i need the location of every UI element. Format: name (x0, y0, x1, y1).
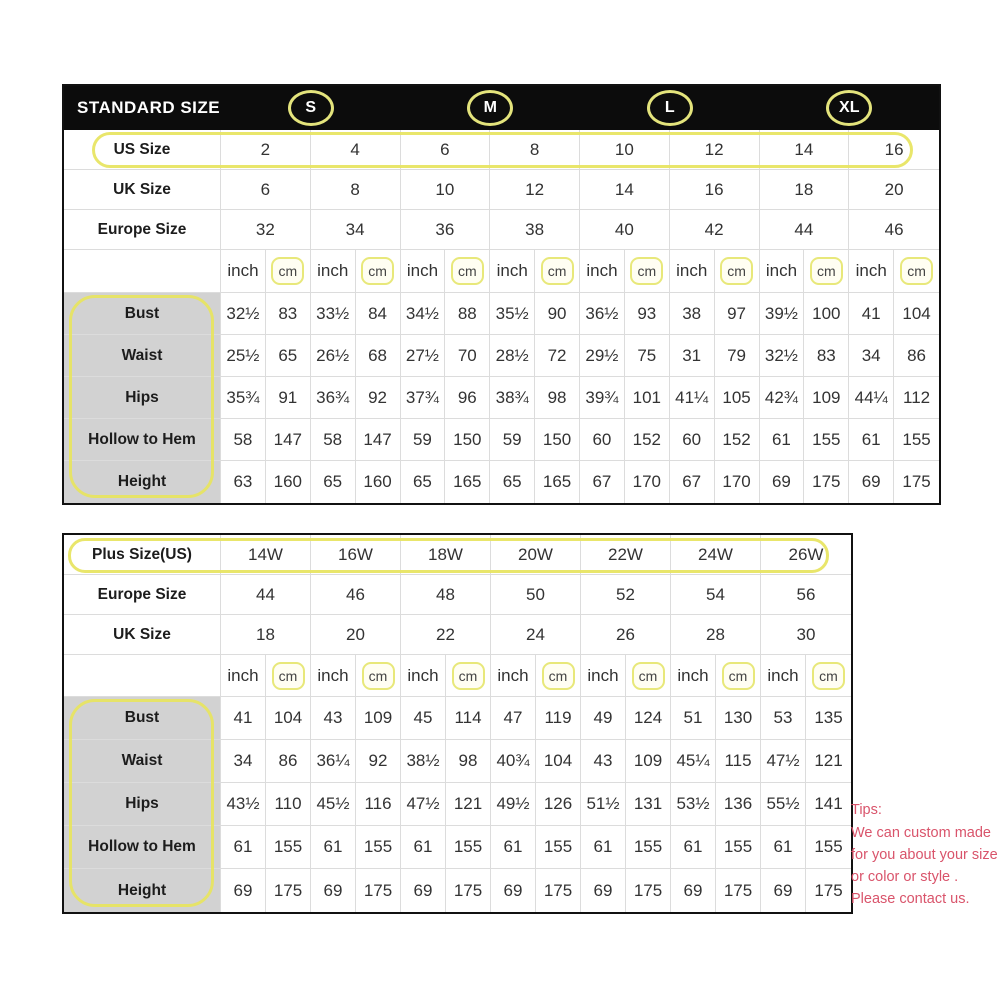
measure-cell: 104 (266, 697, 311, 740)
measure-cell: 61 (491, 826, 536, 869)
cm-unit-cell (894, 250, 939, 293)
cm-highlight-badge: cm (720, 257, 753, 285)
cm-unit-cell (266, 655, 311, 697)
size-cell: 44 (221, 575, 311, 615)
measure-cell: 34 (849, 335, 894, 377)
inch-unit-label: inch (581, 655, 626, 697)
size-cell: 22 (401, 615, 491, 655)
measure-cell: 43 (581, 740, 626, 783)
cm-unit-cell (356, 655, 401, 697)
measure-cell: 69 (581, 869, 626, 912)
measure-cell: 45¼ (671, 740, 716, 783)
cm-highlight-badge: cm (362, 662, 395, 690)
measure-cell: 84 (356, 293, 401, 335)
plus-size-table (62, 533, 853, 914)
cm-highlight-badge: cm (812, 662, 845, 690)
size-cell: 30 (761, 615, 851, 655)
cm-highlight-badge: cm (900, 257, 933, 285)
row-label: Waist (64, 740, 221, 783)
measure-cell: 28½ (490, 335, 535, 377)
size-cell: 20 (311, 615, 401, 655)
measure-cell: 119 (536, 697, 581, 740)
measure-cell: 98 (446, 740, 491, 783)
size-cell: 50 (491, 575, 581, 615)
measure-cell: 150 (445, 419, 490, 461)
size-cell: 10 (401, 170, 491, 210)
tips-line: We can custom made (851, 825, 991, 841)
size-cell: 24W (671, 535, 761, 575)
measure-cell: 93 (625, 293, 670, 335)
cm-highlight-badge: cm (542, 662, 575, 690)
size-cell: 32 (221, 210, 311, 250)
cm-highlight-badge: cm (271, 257, 304, 285)
row-label: Hips (64, 377, 221, 419)
size-cell: 16W (311, 535, 401, 575)
inch-unit-label: inch (401, 250, 446, 293)
size-cell: 16 (849, 130, 939, 170)
measure-cell: 109 (626, 740, 671, 783)
table-row (64, 869, 851, 912)
measure-cell: 61 (311, 826, 356, 869)
inch-unit-label: inch (221, 250, 266, 293)
measure-cell: 58 (221, 419, 266, 461)
measure-cell: 27½ (401, 335, 446, 377)
table-row (64, 740, 851, 783)
cm-unit-cell (806, 655, 851, 697)
measure-cell: 45½ (311, 783, 356, 826)
size-cell: 18 (221, 615, 311, 655)
measure-cell: 43 (311, 697, 356, 740)
measure-cell: 88 (445, 293, 490, 335)
measure-cell: 72 (535, 335, 580, 377)
measure-cell: 49½ (491, 783, 536, 826)
measure-cell: 67 (580, 461, 625, 503)
measure-cell: 69 (401, 869, 446, 912)
inch-unit-label: inch (311, 250, 356, 293)
measure-cell: 70 (445, 335, 490, 377)
tips-line: Please contact us. (851, 891, 970, 907)
inch-unit-label: inch (670, 250, 715, 293)
measure-cell: 175 (804, 461, 849, 503)
measure-cell: 155 (356, 826, 401, 869)
measure-cell: 65 (311, 461, 356, 503)
measure-cell: 69 (671, 869, 716, 912)
measure-cell: 39½ (760, 293, 805, 335)
row-label: UK Size (64, 170, 221, 210)
measure-cell: 49 (581, 697, 626, 740)
measure-cell: 98 (535, 377, 580, 419)
measure-cell: 79 (715, 335, 760, 377)
size-cell: 52 (581, 575, 671, 615)
size-cell: 36 (401, 210, 491, 250)
row-label: US Size (64, 130, 221, 170)
row-label: Hollow to Hem (64, 826, 221, 869)
measure-cell: 109 (804, 377, 849, 419)
measure-cell: 32½ (221, 293, 266, 335)
measure-cell: 104 (536, 740, 581, 783)
measure-cell: 131 (626, 783, 671, 826)
size-group-xl (760, 90, 940, 126)
measure-cell: 155 (804, 419, 849, 461)
measure-cell: 69 (849, 461, 894, 503)
table-row (64, 615, 851, 655)
measure-cell: 86 (894, 335, 939, 377)
unit-row-label (64, 655, 221, 697)
cm-unit-cell (536, 655, 581, 697)
size-badge-m: M (467, 90, 513, 126)
cm-unit-cell (715, 250, 760, 293)
measure-cell: 47½ (761, 740, 806, 783)
measure-cell: 43½ (221, 783, 266, 826)
inch-unit-label: inch (311, 655, 356, 697)
table-row (64, 575, 851, 615)
table-row (64, 170, 939, 210)
measure-cell: 31 (670, 335, 715, 377)
inch-unit-label: inch (491, 655, 536, 697)
standard-size-title: STANDARD SIZE (77, 98, 221, 117)
measure-cell: 45 (401, 697, 446, 740)
measure-cell: 61 (221, 826, 266, 869)
measure-cell: 170 (625, 461, 670, 503)
measure-cell: 60 (670, 419, 715, 461)
measure-cell: 26½ (311, 335, 356, 377)
size-group-l (580, 90, 760, 126)
size-cell: 8 (490, 130, 580, 170)
table-row (64, 293, 939, 335)
measure-cell: 41¼ (670, 377, 715, 419)
size-cell: 10 (580, 130, 670, 170)
size-cell: 38 (490, 210, 580, 250)
cm-unit-cell (716, 655, 761, 697)
size-cell: 28 (671, 615, 761, 655)
measure-cell: 37¾ (401, 377, 446, 419)
measure-cell: 61 (761, 826, 806, 869)
measure-cell: 38½ (401, 740, 446, 783)
size-badge-s: S (288, 90, 334, 126)
measure-cell: 51½ (581, 783, 626, 826)
measure-cell: 36½ (580, 293, 625, 335)
cm-unit-cell (625, 250, 670, 293)
size-cell: 24 (491, 615, 581, 655)
table-row (64, 210, 939, 250)
measure-cell: 160 (266, 461, 311, 503)
standard-size-header (64, 86, 939, 130)
cm-unit-cell (804, 250, 849, 293)
measure-cell: 58 (311, 419, 356, 461)
measure-cell: 59 (490, 419, 535, 461)
measure-cell: 165 (535, 461, 580, 503)
cm-highlight-badge: cm (632, 662, 665, 690)
table-row (64, 377, 939, 419)
size-cell: 26 (581, 615, 671, 655)
table-row (64, 461, 939, 503)
row-label: Bust (64, 293, 221, 335)
measure-cell: 104 (894, 293, 939, 335)
measure-cell: 126 (536, 783, 581, 826)
measure-cell: 155 (266, 826, 311, 869)
cm-unit-cell (626, 655, 671, 697)
measure-cell: 136 (716, 783, 761, 826)
cm-highlight-badge: cm (451, 257, 484, 285)
tips-line: or color or style . (851, 869, 959, 885)
size-cell: 22W (581, 535, 671, 575)
measure-cell: 175 (814, 880, 843, 900)
measure-cell: 175 (446, 869, 491, 912)
measure-cell: 39¾ (580, 377, 625, 419)
measure-cell: 42¾ (760, 377, 805, 419)
measure-cell: 65 (490, 461, 535, 503)
measure-cell: 147 (266, 419, 311, 461)
cm-highlight-badge: cm (272, 662, 305, 690)
measure-cell: 69 (221, 869, 266, 912)
row-label: Europe Size (64, 575, 221, 615)
measure-cell: 121 (806, 740, 851, 783)
cm-highlight-badge: cm (810, 257, 843, 285)
measure-cell: 61 (849, 419, 894, 461)
size-cell: 18W (401, 535, 491, 575)
cm-unit-cell (535, 250, 580, 293)
measure-cell: 69 (761, 869, 806, 912)
measure-cell: 175 (536, 869, 581, 912)
row-label: UK Size (64, 615, 221, 655)
measure-cell: 41 (849, 293, 894, 335)
measure-cell: 105 (715, 377, 760, 419)
inch-unit-label: inch (580, 250, 625, 293)
measure-cell: 68 (356, 335, 401, 377)
measure-cell: 67 (670, 461, 715, 503)
measure-cell: 63 (221, 461, 266, 503)
inch-unit-label: inch (760, 250, 805, 293)
measure-cell: 175 (356, 869, 401, 912)
measure-cell: 91 (266, 377, 311, 419)
row-label: Bust (64, 697, 221, 740)
measure-cell: 61 (401, 826, 446, 869)
measure-cell: 38¾ (490, 377, 535, 419)
measure-cell: 60 (580, 419, 625, 461)
measure-cell: 29½ (580, 335, 625, 377)
measure-cell: 33½ (311, 293, 356, 335)
size-cell: 8 (311, 170, 401, 210)
table-row (64, 335, 939, 377)
inch-unit-label: inch (849, 250, 894, 293)
measure-cell: 36¼ (311, 740, 356, 783)
measure-cell: 55½ (761, 783, 806, 826)
measure-cell: 175 (716, 869, 761, 912)
measure-cell: 155 (626, 826, 671, 869)
measure-cell: 25½ (221, 335, 266, 377)
size-cell: 16 (670, 170, 760, 210)
measure-cell: 116 (356, 783, 401, 826)
measure-cell: 155 (536, 826, 581, 869)
cm-highlight-badge: cm (722, 662, 755, 690)
measure-cell: 83 (266, 293, 311, 335)
measure-cell: 112 (894, 377, 939, 419)
measure-cell: 96 (445, 377, 490, 419)
tips-note (851, 799, 1000, 910)
row-label: Hips (64, 783, 221, 826)
size-cell: 2 (221, 130, 311, 170)
size-cell: 18 (760, 170, 850, 210)
size-cell: 46 (311, 575, 401, 615)
measure-cell: 53 (761, 697, 806, 740)
cm-highlight-badge: cm (361, 257, 394, 285)
size-cell: 42 (670, 210, 760, 250)
row-label: Plus Size(US) (64, 535, 221, 575)
measure-cell: 61 (671, 826, 716, 869)
plus-size-rows (64, 535, 851, 912)
measure-cell: 100 (804, 293, 849, 335)
size-cell: 26W (761, 535, 851, 575)
measure-cell: 36¾ (311, 377, 356, 419)
measure-cell: 101 (625, 377, 670, 419)
row-label: Height (64, 461, 221, 503)
measure-cell: 65 (266, 335, 311, 377)
measure-cell: 47½ (401, 783, 446, 826)
cm-unit-cell (446, 655, 491, 697)
size-cell: 14W (221, 535, 311, 575)
tips-line: for you about your size (851, 847, 998, 863)
table-row (64, 783, 851, 826)
cm-highlight-badge: cm (452, 662, 485, 690)
measure-cell: 65 (401, 461, 446, 503)
measure-cell: 155 (894, 419, 939, 461)
size-cell: 40 (580, 210, 670, 250)
measure-cell: 165 (445, 461, 490, 503)
measure-cell: 152 (715, 419, 760, 461)
table-row (64, 655, 851, 697)
measure-cell: 92 (356, 740, 401, 783)
measure-cell: 35¾ (221, 377, 266, 419)
measure-cell: 53½ (671, 783, 716, 826)
measure-cell: 160 (356, 461, 401, 503)
measure-cell: 75 (625, 335, 670, 377)
measure-cell: 155 (446, 826, 491, 869)
inch-unit-label: inch (761, 655, 806, 697)
measure-cell: 34½ (401, 293, 446, 335)
measure-cell: 38 (670, 293, 715, 335)
inch-unit-label: inch (221, 655, 266, 697)
measure-cell: 51 (671, 697, 716, 740)
measure-cell: 109 (356, 697, 401, 740)
cm-unit-cell (356, 250, 401, 293)
row-label: Height (64, 869, 221, 912)
measure-cell: 155 (716, 826, 761, 869)
row-label: Hollow to Hem (64, 419, 221, 461)
size-cell: 12 (490, 170, 580, 210)
measure-cell: 92 (356, 377, 401, 419)
measure-cell: 114 (446, 697, 491, 740)
measure-cell: 152 (625, 419, 670, 461)
size-cell: 44 (760, 210, 850, 250)
measure-cell: 41 (221, 697, 266, 740)
measure-cell: 61 (760, 419, 805, 461)
table-row (64, 250, 939, 293)
size-cell: 6 (221, 170, 311, 210)
measure-cell: 47 (491, 697, 536, 740)
inch-unit-label: inch (401, 655, 446, 697)
measure-cell: 83 (804, 335, 849, 377)
size-cell: 48 (401, 575, 491, 615)
table-row (64, 130, 939, 170)
size-cell: 20 (849, 170, 939, 210)
table-row (64, 697, 851, 740)
measure-cell: 61 (581, 826, 626, 869)
measure-cell: 124 (626, 697, 671, 740)
measure-cell: 90 (535, 293, 580, 335)
table-row (64, 826, 851, 869)
size-cell: 20W (491, 535, 581, 575)
inch-unit-label: inch (671, 655, 716, 697)
table-row (64, 535, 851, 575)
measure-cell: 175 (902, 472, 931, 491)
size-cell: 4 (311, 130, 401, 170)
size-badge-l: L (647, 90, 693, 126)
size-cell: 12 (670, 130, 760, 170)
size-cell: 6 (401, 130, 491, 170)
measure-cell: 86 (266, 740, 311, 783)
measure-cell: 34 (221, 740, 266, 783)
cm-highlight-badge: cm (630, 257, 663, 285)
measure-cell: 155 (806, 826, 851, 869)
size-cell: 14 (580, 170, 670, 210)
unit-row-label (64, 250, 221, 293)
measure-cell: 115 (716, 740, 761, 783)
measure-cell: 40¾ (491, 740, 536, 783)
measure-cell: 69 (760, 461, 805, 503)
measure-cell: 135 (806, 697, 851, 740)
measure-cell: 97 (715, 293, 760, 335)
measure-cell: 150 (535, 419, 580, 461)
measure-cell: 175 (266, 869, 311, 912)
cm-unit-cell (445, 250, 490, 293)
measure-cell: 44¼ (849, 377, 894, 419)
measure-cell: 170 (715, 461, 760, 503)
measure-cell: 35½ (490, 293, 535, 335)
standard-size-table (62, 84, 941, 505)
cm-unit-cell (266, 250, 311, 293)
measure-cell: 130 (716, 697, 761, 740)
size-badge-xl: XL (826, 90, 872, 126)
measure-cell: 69 (311, 869, 356, 912)
measure-cell: 32½ (760, 335, 805, 377)
measure-cell: 141 (806, 783, 851, 826)
size-group-s (221, 90, 401, 126)
size-cell: 46 (849, 210, 939, 250)
cm-highlight-badge: cm (541, 257, 574, 285)
size-cell: 56 (761, 575, 851, 615)
row-label: Europe Size (64, 210, 221, 250)
inch-unit-label: inch (490, 250, 535, 293)
measure-cell: 175 (626, 869, 671, 912)
size-cell: 54 (671, 575, 761, 615)
measure-cell: 121 (446, 783, 491, 826)
size-group-m (401, 90, 581, 126)
size-cell: 34 (311, 210, 401, 250)
row-label: Waist (64, 335, 221, 377)
tips-title: Tips: (851, 802, 882, 818)
standard-size-rows (64, 130, 939, 503)
measure-cell: 59 (401, 419, 446, 461)
measure-cell: 110 (266, 783, 311, 826)
table-row (64, 419, 939, 461)
size-cell: 14 (760, 130, 850, 170)
measure-cell: 69 (491, 869, 536, 912)
measure-cell: 147 (356, 419, 401, 461)
